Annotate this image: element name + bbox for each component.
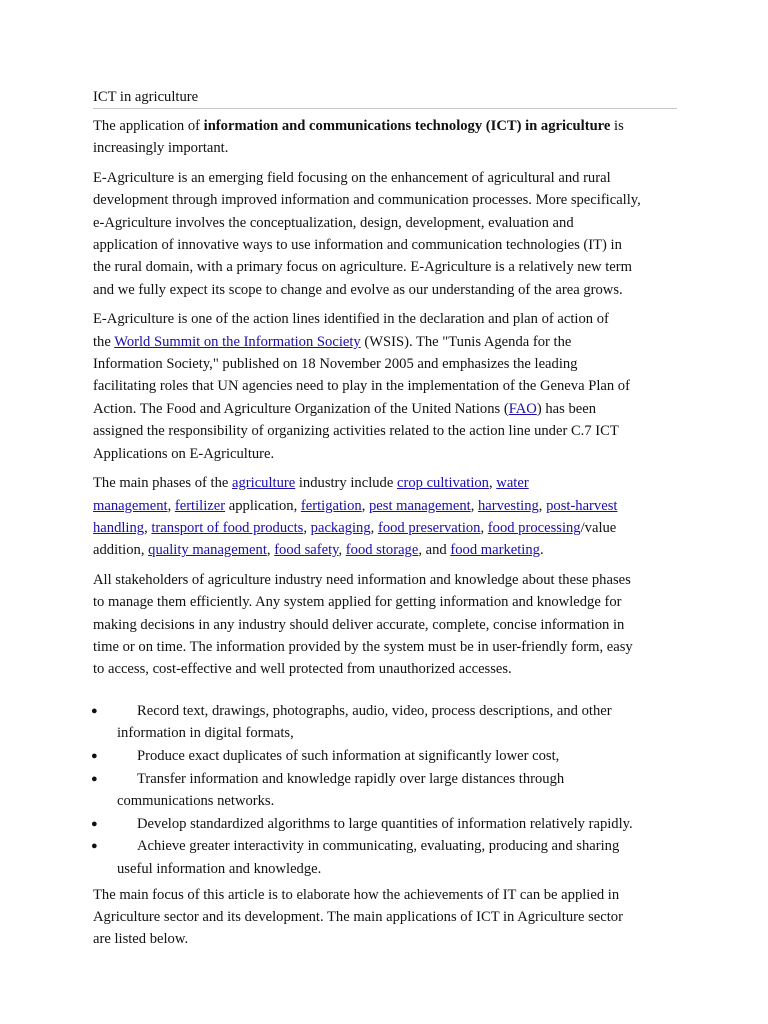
paragraph-intro xyxy=(93,115,689,160)
text-span: (WSIS). The "Tunis Agenda for the xyxy=(360,333,572,350)
paragraph-line: assigned the responsibility of organizing activities related to the action line under C.7 ICT xyxy=(93,423,619,440)
separator: , xyxy=(538,497,547,514)
paragraph-line xyxy=(93,539,689,561)
packaging-link[interactable]: packaging xyxy=(310,519,371,536)
text-span: . xyxy=(539,542,544,559)
quality-management-link[interactable]: quality management xyxy=(148,542,267,559)
fertigation-link[interactable]: fertigation xyxy=(300,497,362,514)
separator: , xyxy=(144,519,152,536)
bullet-icon: ● xyxy=(91,704,98,717)
separator: , xyxy=(480,519,488,536)
bullet-icon: ● xyxy=(91,840,98,853)
document-title: ICT in agriculture xyxy=(93,87,677,109)
list-item xyxy=(91,768,689,813)
paragraph-line: E-Agriculture is one of the action lines identified in the declaration and plan of action of xyxy=(93,311,609,328)
paragraph-line: the rural domain, with a primary focus on agriculture. E-Agriculture is a relatively new term xyxy=(93,259,632,276)
text-span: The main phases of the xyxy=(93,475,233,492)
list-item-text: Record text, drawings, photographs, audio, video, process descriptions, and other xyxy=(137,702,612,719)
transport-link[interactable]: transport of food products xyxy=(151,519,304,536)
list-item xyxy=(91,745,689,768)
bullet-icon: ● xyxy=(91,772,98,785)
food-preservation-link[interactable]: food preservation xyxy=(377,519,481,536)
list-item-text: Transfer information and knowledge rapidly over large distances through xyxy=(137,770,565,787)
text-span: the xyxy=(93,333,115,350)
text-span: /value xyxy=(580,519,617,536)
text-span: addition, xyxy=(93,542,149,559)
paragraph-line xyxy=(93,472,689,494)
paragraph-phases xyxy=(93,472,689,562)
separator: , xyxy=(470,497,478,514)
paragraph-line xyxy=(93,331,689,353)
separator: , xyxy=(266,542,275,559)
list-item-text: useful information and knowledge. xyxy=(117,860,322,877)
fao-link[interactable]: FAO xyxy=(508,400,537,417)
document-body xyxy=(93,115,689,958)
list-item xyxy=(91,813,689,836)
food-processing-link[interactable]: food processing xyxy=(487,519,581,536)
list-item-text: information in digital formats, xyxy=(117,725,294,742)
text-span: , and xyxy=(418,542,451,559)
paragraph-line: to access, cost-effective and well protected from unauthorized accesses. xyxy=(93,661,512,678)
separator: , xyxy=(303,519,311,536)
crop-cultivation-link[interactable]: crop cultivation xyxy=(396,475,489,492)
paragraph-line: Agriculture sector and its development. The main applications of ICT in Agriculture sector xyxy=(93,908,623,925)
paragraph-line: time or on time. The information provided by the system must be in user-friendly form, easy xyxy=(93,638,633,655)
paragraph-line xyxy=(93,495,689,517)
paragraph-line: to manage them efficiently. Any system applied for getting information and knowledge for xyxy=(93,594,622,611)
separator: , xyxy=(361,497,369,514)
paragraph-line: e-Agriculture involves the conceptualization, design, development, evaluation and xyxy=(93,214,574,231)
paragraph-line: increasingly important. xyxy=(93,140,229,157)
paragraph-line: E-Agriculture is an emerging field focusing on the enhancement of agricultural and rural xyxy=(93,169,611,186)
paragraph-line: and we fully expect its scope to change and evolve as our understanding of the area grows. xyxy=(93,281,623,298)
water-management-link[interactable]: water xyxy=(496,475,529,492)
paragraph-line: The main focus of this article is to elaborate how the achievements of IT can be applied in xyxy=(93,886,620,903)
text-span: ) has been xyxy=(536,400,596,417)
post-harvest-handling-link[interactable]: handling xyxy=(93,519,145,536)
fertilizer-link[interactable]: fertilizer xyxy=(174,497,226,514)
separator: , xyxy=(338,542,346,559)
paragraph-line: making decisions in any industry should deliver accurate, complete, concise information in xyxy=(93,616,625,633)
paragraph-line: are listed below. xyxy=(93,931,189,948)
capabilities-list xyxy=(91,700,689,881)
separator: , xyxy=(167,497,175,514)
separator: , xyxy=(370,519,378,536)
text-span: is xyxy=(610,118,624,134)
paragraph-line: Applications on E-Agriculture. xyxy=(93,445,275,462)
harvesting-link[interactable]: harvesting xyxy=(478,497,539,514)
paragraph-line: application of innovative ways to use information and communication technologies (IT) in xyxy=(93,237,622,254)
paragraph-line: Information Society," published on 18 November 2005 and emphasizes the leading xyxy=(93,356,578,373)
bullet-icon: ● xyxy=(91,749,98,762)
paragraph-e-agriculture-definition xyxy=(93,167,689,301)
food-storage-link[interactable]: food storage xyxy=(345,542,419,559)
list-item xyxy=(91,835,689,880)
paragraph-line xyxy=(93,115,689,137)
food-safety-link[interactable]: food safety xyxy=(274,542,339,559)
paragraph-line xyxy=(93,398,689,420)
text-span: industry include xyxy=(295,475,397,492)
water-management-link[interactable]: management xyxy=(93,497,168,514)
text-span: Action. The Food and Agriculture Organization of the United Nations ( xyxy=(93,400,509,417)
paragraph-line: All stakeholders of agriculture industry need information and knowledge about these phases xyxy=(93,571,631,588)
list-item-text: Develop standardized algorithms to large quantities of information relatively rapidly. xyxy=(137,815,633,832)
list-item-text: Produce exact duplicates of such information at significantly lower cost, xyxy=(137,747,560,764)
bullet-icon: ● xyxy=(91,817,98,830)
paragraph-wsis xyxy=(93,308,689,465)
list-item-text: Achieve greater interactivity in communicating, evaluating, producing and sharing xyxy=(137,838,620,855)
agriculture-link[interactable]: agriculture xyxy=(232,475,296,492)
pest-management-link[interactable]: pest management xyxy=(368,497,471,514)
paragraph-stakeholders xyxy=(93,569,689,681)
list-item-text: communications networks. xyxy=(117,793,275,810)
wsis-link[interactable]: World Summit on the Information Society xyxy=(114,333,361,350)
separator: , xyxy=(488,475,497,492)
paragraph-line: facilitating roles that UN agencies need to play in the implementation of the Geneva Plan of xyxy=(93,378,630,395)
list-item xyxy=(91,700,689,745)
paragraph-line xyxy=(93,517,689,539)
post-harvest-handling-link[interactable]: post-harvest xyxy=(546,497,618,514)
paragraph-line: development through improved information and communication processes. More specifically, xyxy=(93,192,641,209)
bold-term: information and communications technology (ICT) in agriculture xyxy=(203,118,611,134)
text-span: application, xyxy=(225,497,301,514)
food-marketing-link[interactable]: food marketing xyxy=(450,542,540,559)
text-span: The application of xyxy=(93,118,204,134)
paragraph-article-focus xyxy=(93,884,689,951)
